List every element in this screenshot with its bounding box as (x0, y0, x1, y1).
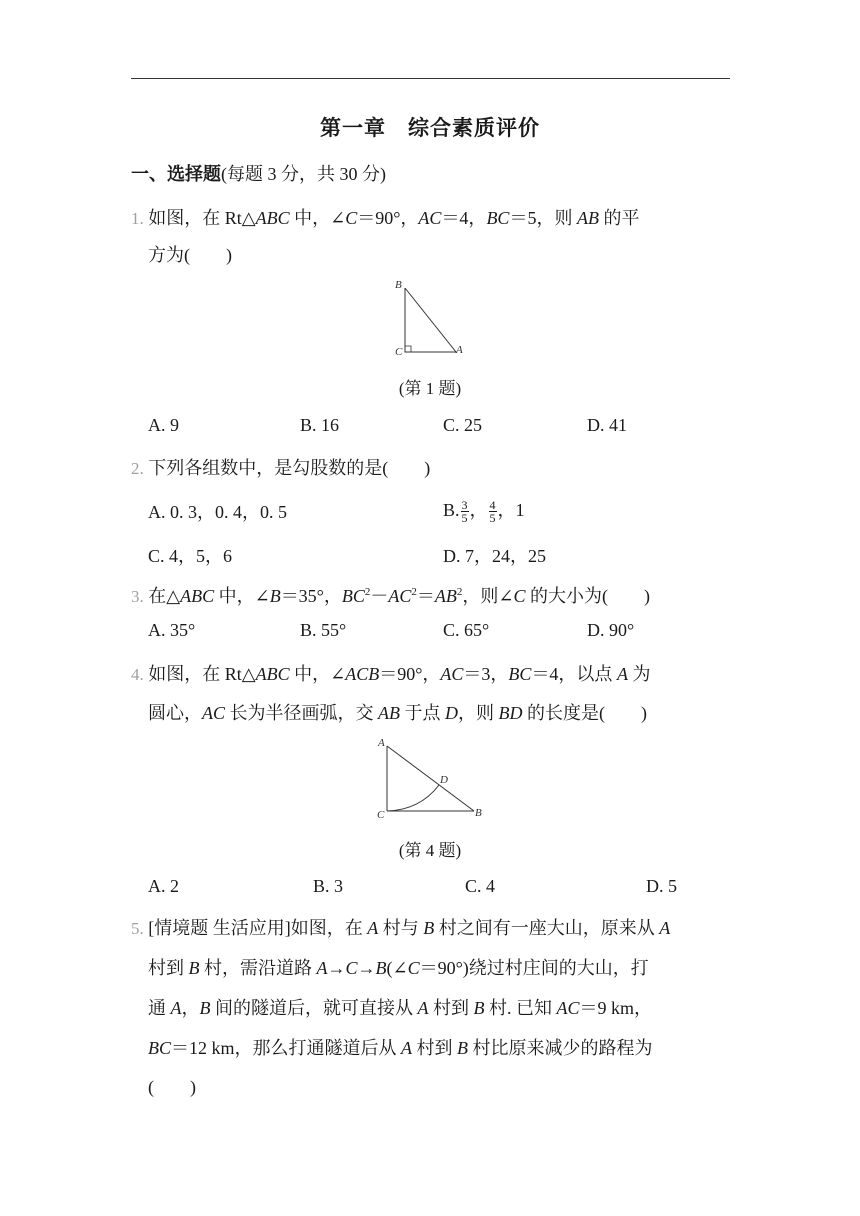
q5-line4 (148, 1034, 653, 1060)
q2-option-c[interactable]: C. 4，5，6 (148, 546, 233, 566)
q1-label-b: B (395, 279, 402, 291)
q5-var: C (407, 958, 420, 978)
q1-option-b[interactable]: B. 16 (300, 415, 340, 435)
q3-text: － (370, 586, 389, 606)
q4-var: ACB (345, 664, 380, 684)
q4-text: 如图，在 Rt△ (143, 664, 256, 684)
q1-var: AC (418, 208, 442, 228)
q1-label-c: C (395, 346, 403, 358)
q3-option-c[interactable]: C. 65° (443, 620, 490, 640)
fraction (461, 499, 469, 524)
page-title: 第一章 综合素质评价 (320, 116, 540, 140)
q5-var: A (417, 998, 429, 1018)
q2-option-b-suffix: ，1 (497, 500, 525, 520)
q4-var: BD (498, 703, 523, 723)
fraction-numerator: 3 (461, 498, 468, 513)
top-rule (131, 78, 730, 79)
q1-line1 (131, 204, 639, 230)
q5-var: C (345, 958, 358, 978)
q5-var: B (188, 958, 200, 978)
q5-var: B (199, 998, 211, 1018)
q3-text: 的大小为( ) (525, 586, 651, 606)
q3-var: B (269, 586, 281, 606)
q4-option-c[interactable]: C. 4 (465, 876, 496, 896)
q3-option-b[interactable]: B. 55° (300, 620, 347, 640)
q4-text: 的长度是( ) (522, 703, 648, 723)
q1-number: 1. (131, 209, 144, 228)
q5-var: AC (556, 998, 580, 1018)
q3-var: ABC (180, 586, 215, 606)
q1-var: ABC (255, 208, 290, 228)
q5-text: [情境题 生活应用]如图，在 (143, 918, 368, 938)
q2-option-b[interactable] (443, 496, 525, 524)
q4-figure (372, 734, 492, 824)
q4-text: 圆心， (148, 703, 202, 723)
q2-number: 2. (131, 459, 144, 478)
q1-text: ＝5，则 (509, 208, 577, 228)
q4-var: AB (378, 703, 401, 723)
q4-text: 于点 (400, 703, 446, 723)
q5-text: 村到 (412, 1038, 458, 1058)
q5-text: 村之间有一座大山，原来从 (434, 918, 660, 938)
fraction-denominator: 5 (461, 511, 468, 526)
q3-option-d[interactable]: D. 90° (587, 620, 635, 640)
q1-line2: 方为( ) (148, 245, 232, 265)
q4-text: ，则 (458, 703, 499, 723)
q1-var: C (345, 208, 358, 228)
q2-option-a[interactable]: A. 0. 3，0. 4，0. 5 (148, 502, 287, 522)
q4-label-a: A (378, 737, 385, 749)
q3-var: AB (434, 586, 457, 606)
q5-var: A (659, 918, 671, 938)
q1-text: ＝4， (441, 208, 487, 228)
section-note: (每题 3 分，共 30 分) (221, 164, 386, 184)
q1-option-d[interactable]: D. 41 (587, 415, 627, 435)
q2-option-d[interactable]: D. 7，24，25 (443, 546, 546, 566)
q1-figure (390, 275, 470, 360)
q5-line5: ( ) (148, 1077, 196, 1097)
q5-line3 (148, 994, 652, 1020)
q3-text: ＝35°， (280, 586, 342, 606)
q4-text: 为 (627, 664, 651, 684)
q5-text: → (327, 958, 346, 978)
q4-text: ＝3， (463, 664, 509, 684)
q5-text: ＝12 km，那么打通隧道后从 (171, 1038, 402, 1058)
q4-var: D (445, 703, 459, 723)
q5-var: A (170, 998, 182, 1018)
q5-text: 村比原来减少的路程为 (468, 1038, 653, 1058)
q3-exponent: 2 (411, 586, 417, 598)
q4-var: BC (508, 664, 532, 684)
q4-text: 长为半径画弧，交 (225, 703, 379, 723)
q3-option-a[interactable]: A. 35° (148, 620, 196, 640)
q5-text: 通 (148, 998, 171, 1018)
fraction (489, 499, 497, 524)
q1-option-a[interactable]: A. 9 (148, 415, 179, 435)
q1-var: BC (486, 208, 510, 228)
fraction-denominator: 5 (489, 511, 496, 526)
fraction-numerator: 4 (489, 498, 496, 513)
q3-text: ＝ (416, 586, 435, 606)
q3-text: ，则∠ (462, 586, 514, 606)
q5-line2 (148, 954, 649, 980)
q4-label-b: B (475, 807, 482, 819)
q1-label-a: A (456, 344, 463, 356)
q1-option-c[interactable]: C. 25 (443, 415, 483, 435)
q5-text: 村. 已知 (484, 998, 557, 1018)
q5-text: ＝90°)绕过村庄间的大山，打 (419, 958, 649, 978)
q4-number: 4. (131, 665, 144, 684)
q5-line1 (131, 914, 670, 940)
q5-text: 村，需沿道路 (199, 958, 317, 978)
q5-text: 村到 (148, 958, 189, 978)
q1-text: 中，∠ (289, 208, 346, 228)
q1-text: 如图，在 Rt△ (143, 208, 256, 228)
section-heading (131, 160, 386, 186)
q5-text: (∠ (386, 958, 408, 978)
q2-option-b-prefix: B. (443, 500, 460, 520)
q3-exponent: 2 (364, 586, 371, 598)
q4-label-d: D (440, 774, 448, 786)
q4-label-c: C (377, 809, 385, 821)
q5-var: A (367, 918, 379, 938)
q2-line (131, 454, 430, 480)
q3-text: 在△ (143, 586, 181, 606)
section-head: 一、选择题 (131, 164, 221, 185)
q3-line (131, 582, 650, 608)
q5-var: B (375, 958, 387, 978)
q5-text: 村到 (428, 998, 474, 1018)
q5-var: BC (148, 1038, 172, 1058)
q4-option-d[interactable]: D. 5 (646, 876, 677, 896)
q4-option-b[interactable]: B. 3 (313, 876, 344, 896)
q1-var: AB (576, 208, 599, 228)
q3-number: 3. (131, 587, 144, 606)
q1-caption: (第 1 题) (398, 379, 462, 398)
q1-text: ＝90°， (357, 208, 419, 228)
q4-var: A (616, 664, 628, 684)
separator: ， (469, 500, 488, 520)
q3-exponent: 2 (456, 586, 463, 598)
q4-text: 中，∠ (289, 664, 346, 684)
q5-text: ＝9 km， (579, 998, 653, 1018)
q5-var: A (316, 958, 328, 978)
q5-var: B (457, 1038, 469, 1058)
q4-text: ＝4，以点 (531, 664, 617, 684)
q5-number: 5. (131, 919, 144, 938)
q1-text: 的平 (598, 208, 640, 228)
q5-var: B (423, 918, 435, 938)
q4-line2 (148, 699, 647, 725)
q4-var: AC (440, 664, 464, 684)
q4-var: ABC (255, 664, 290, 684)
q5-var: A (401, 1038, 413, 1058)
q4-var: AC (202, 703, 226, 723)
q5-var: B (473, 998, 485, 1018)
q3-text: 中，∠ (214, 586, 270, 606)
q3-var: BC (341, 586, 365, 606)
q3-var: C (513, 586, 526, 606)
q4-option-a[interactable]: A. 2 (148, 876, 179, 896)
q5-text: ， (181, 998, 200, 1018)
q4-line1 (131, 660, 650, 686)
q5-text: 村与 (378, 918, 424, 938)
q4-caption: (第 4 题) (398, 841, 462, 860)
q5-text: → (357, 958, 376, 978)
q5-text: 间的隧道后，就可直接从 (210, 998, 418, 1018)
q4-text: ＝90°， (379, 664, 441, 684)
q3-var: AC (388, 586, 412, 606)
q2-text: 下列各组数中，是勾股数的是( ) (143, 458, 431, 478)
